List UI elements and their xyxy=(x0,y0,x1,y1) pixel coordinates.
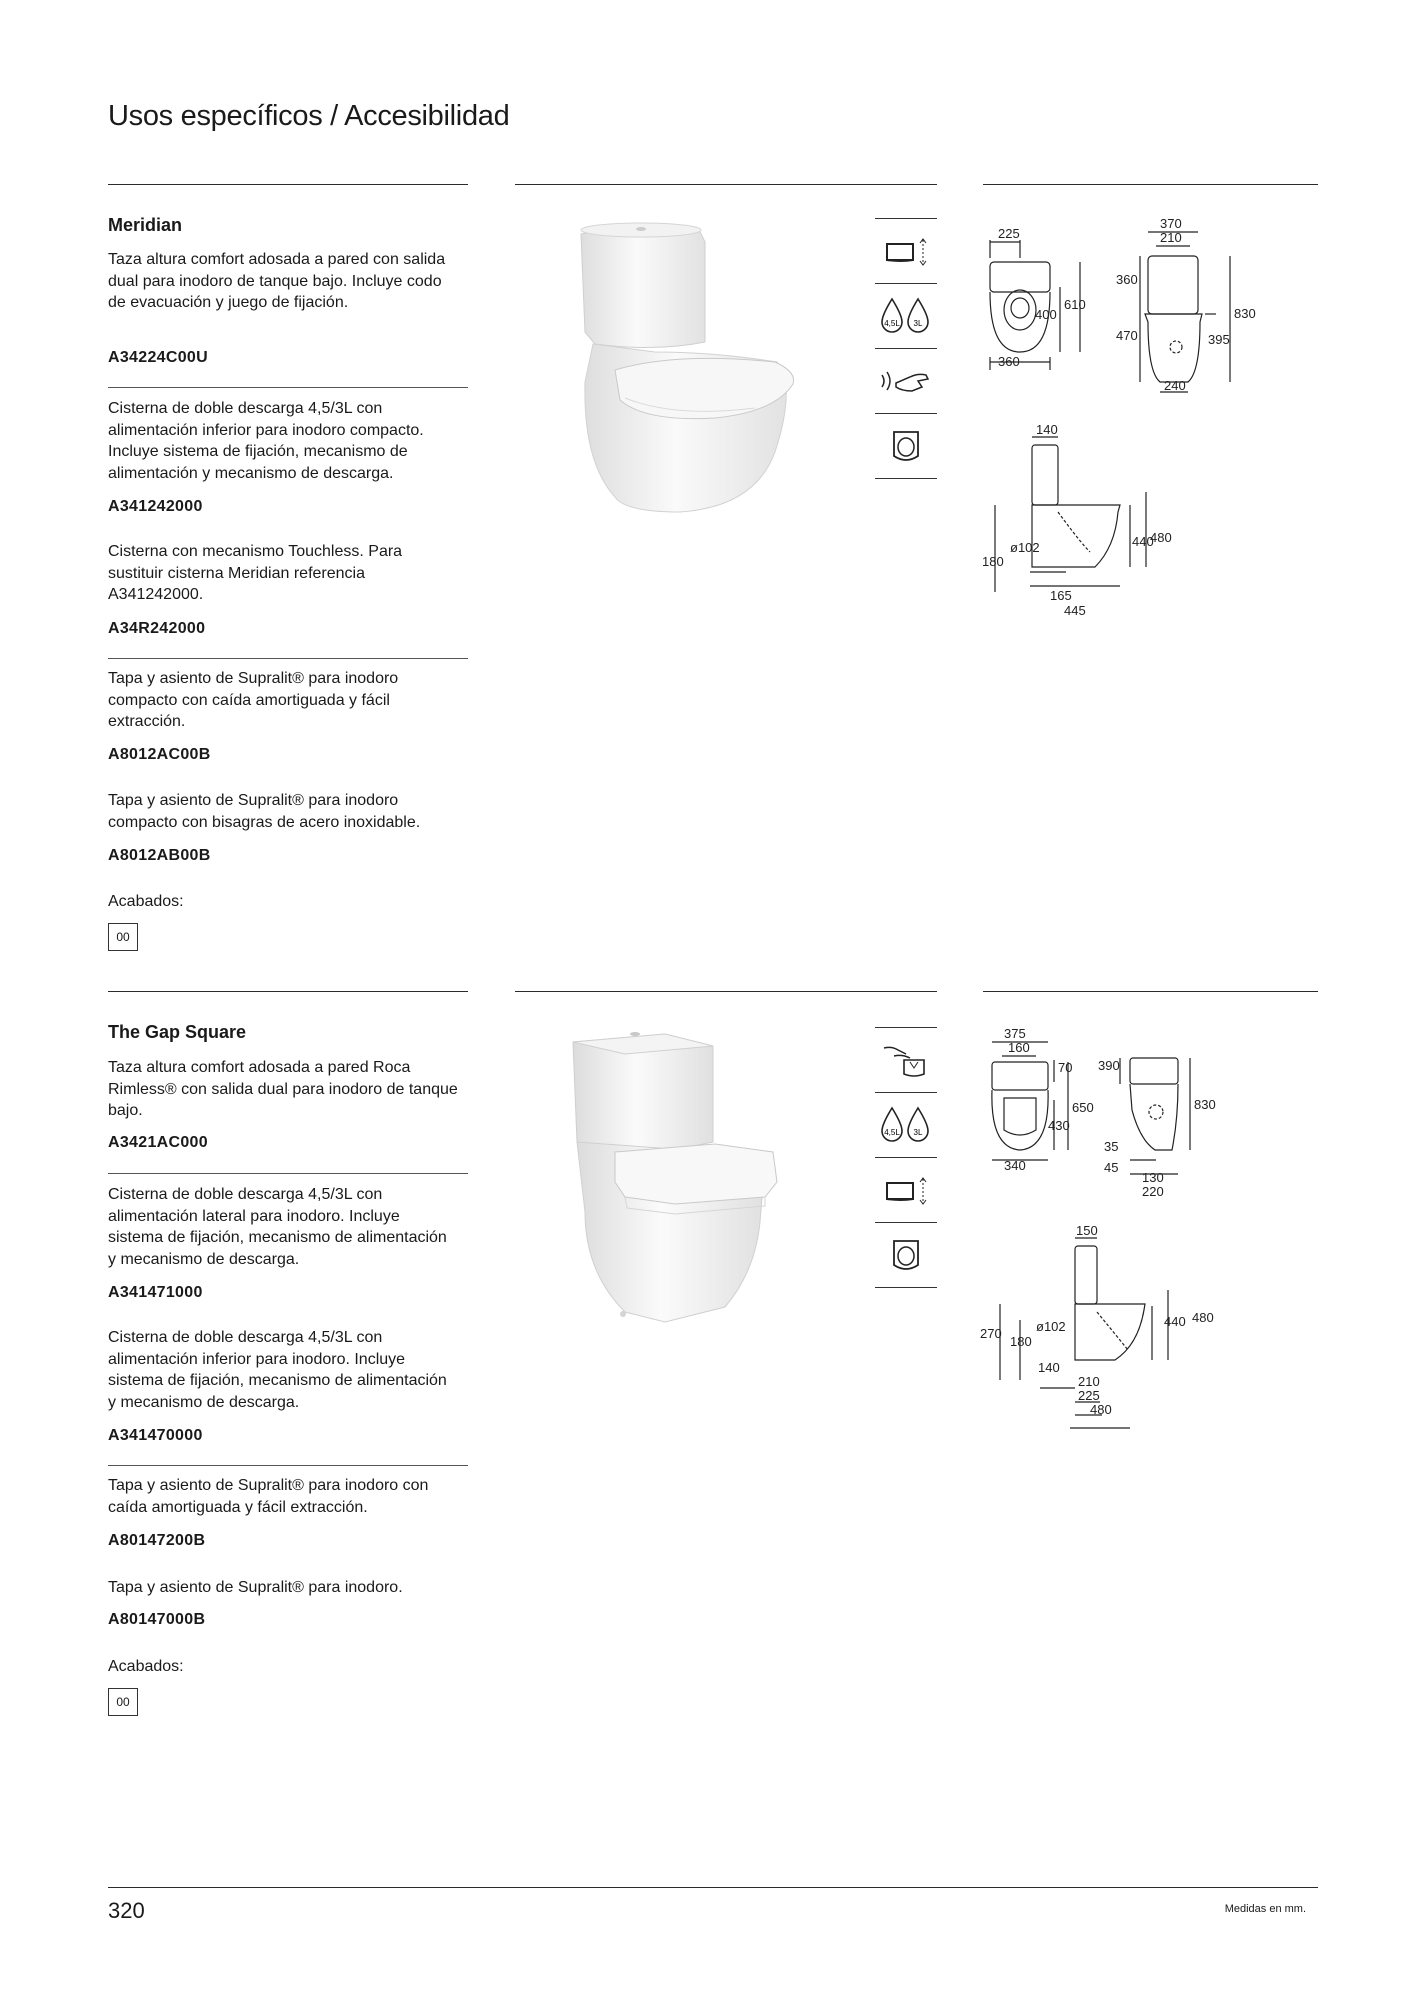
dimension-label: 480 xyxy=(1150,530,1172,545)
item-description: Cisterna de doble descarga 4,5/3L con alimentación inferior para inodoro. Incluye sistema de fijación, mecanismo de alimentación y mecanismo de descarga. xyxy=(108,1329,447,1411)
product-photo-the-gap-square xyxy=(515,1022,850,1362)
dimension-label: 160 xyxy=(1008,1040,1030,1055)
dimension-label: 400 xyxy=(1035,307,1057,322)
dimension-label: 440 xyxy=(1164,1314,1186,1329)
dimension-label: 180 xyxy=(1010,1334,1032,1349)
item-description: Tapa y asiento de Supralit® para inodoro compacto con bisagras de acero inoxidable. xyxy=(108,792,421,831)
item-code: A341470000 xyxy=(108,1427,203,1444)
measurement-note: Medidas en mm. xyxy=(1224,1903,1306,1915)
dimension-label: 370 xyxy=(1160,216,1182,231)
rimless-icon xyxy=(875,1028,937,1093)
dimension-label: 35 xyxy=(1104,1139,1119,1154)
dimension-label: 830 xyxy=(1234,306,1256,321)
dimension-label: 165 xyxy=(1050,588,1072,603)
dimension-label: 180 xyxy=(982,554,1004,569)
item-code: A341471000 xyxy=(108,1284,203,1301)
dimension-label: 45 xyxy=(1104,1160,1119,1175)
divider xyxy=(983,184,1318,185)
flush-label: 4,5L xyxy=(884,1128,900,1137)
product-name: The Gap Square xyxy=(108,1022,247,1042)
dimension-label: 470 xyxy=(1116,328,1138,343)
item-code: A341242000 xyxy=(108,498,203,515)
flush-label: 3L xyxy=(913,319,923,328)
dimension-label: 375 xyxy=(1004,1026,1026,1041)
feature-icons xyxy=(875,218,937,479)
divider xyxy=(108,658,468,659)
dimension-label: ø102 xyxy=(1010,540,1040,555)
item-description: Taza altura comfort adosada a pared con salida dual para inodoro de tanque bajo. Incluye codo de evacuación y juego de fijación. xyxy=(108,251,446,311)
dimension-label: 210 xyxy=(1078,1374,1100,1389)
technical-drawing-the-gap-square xyxy=(980,1020,1318,1440)
dimension-label: 140 xyxy=(1036,422,1058,437)
dimension-label: 210 xyxy=(1160,230,1182,245)
product-photo-meridian xyxy=(515,212,850,552)
item-description: Cisterna de doble descarga 4,5/3L con alimentación lateral para inodoro. Incluye sistema de fijación, mecanismo de alimentación y mecanismo de descarga. xyxy=(108,1186,447,1268)
dimension-label: 360 xyxy=(1116,272,1138,287)
footer-divider xyxy=(108,1887,1318,1888)
page-number: 320 xyxy=(108,1898,145,1923)
dimension-label: ø102 xyxy=(1036,1319,1066,1334)
flush-label: 4,5L xyxy=(884,319,900,328)
divider xyxy=(108,991,468,992)
finish-swatch[interactable]: 00 xyxy=(108,1688,138,1716)
finish-swatch[interactable]: 00 xyxy=(108,923,138,951)
dimension-label: 395 xyxy=(1208,332,1230,347)
dimension-label: 70 xyxy=(1058,1060,1073,1075)
soft-close-seat-icon xyxy=(875,414,937,479)
item-code: A8012AC00B xyxy=(108,746,211,763)
divider xyxy=(108,1173,468,1174)
dimension-label: 480 xyxy=(1090,1402,1112,1417)
dimension-label: 340 xyxy=(1004,1158,1026,1173)
divider xyxy=(515,991,937,992)
dimension-label: 430 xyxy=(1048,1118,1070,1133)
dual-flush-icon xyxy=(875,284,937,349)
dimension-label: 445 xyxy=(1064,603,1086,618)
item-code: A34R242000 xyxy=(108,620,206,637)
divider xyxy=(983,991,1318,992)
item-code: A34224C00U xyxy=(108,349,208,366)
dimension-label: 140 xyxy=(1038,1360,1060,1375)
product-name: Meridian xyxy=(108,215,183,235)
dimension-label: 440 xyxy=(1132,534,1154,549)
page-title: Usos específicos / Accesibilidad xyxy=(108,100,510,132)
technical-drawing-meridian xyxy=(980,212,1318,632)
dimension-label: 270 xyxy=(980,1326,1002,1341)
dimension-label: 150 xyxy=(1076,1223,1098,1238)
wall-hung-icon xyxy=(875,1158,937,1223)
flush-label: 3L xyxy=(913,1128,923,1137)
dimension-label: 130 xyxy=(1142,1170,1164,1185)
item-description: Tapa y asiento de Supralit® para inodoro. xyxy=(108,1579,403,1596)
divider xyxy=(108,387,468,388)
item-code: A8012AB00B xyxy=(108,847,211,864)
dimension-label: 240 xyxy=(1164,378,1186,393)
wall-hung-icon xyxy=(875,219,937,284)
dimension-label: 650 xyxy=(1072,1100,1094,1115)
dual-flush-icon xyxy=(875,1093,937,1158)
item-code: A80147200B xyxy=(108,1532,206,1549)
touchless-icon xyxy=(875,349,937,414)
divider xyxy=(108,1465,468,1466)
feature-icons xyxy=(875,1027,937,1288)
dimension-label: 360 xyxy=(998,354,1020,369)
item-description: Cisterna de doble descarga 4,5/3L con alimentación inferior para inodoro compacto. Incluye sistema de fijación, mecanismo de alimentación y mecanismo de descarga. xyxy=(108,400,424,482)
item-description: Cisterna con mecanismo Touchless. Para sustituir cisterna Meridian referencia A341242000. xyxy=(108,543,403,603)
item-description: Tapa y asiento de Supralit® para inodoro con caída amortiguada y fácil extracción. xyxy=(108,1477,429,1516)
dimension-label: 610 xyxy=(1064,297,1086,312)
dimension-label: 390 xyxy=(1098,1058,1120,1073)
dimension-label: 830 xyxy=(1194,1097,1216,1112)
soft-close-seat-icon xyxy=(875,1223,937,1288)
finishes-label: Acabados: xyxy=(108,893,184,910)
dimension-label: 225 xyxy=(1078,1388,1100,1403)
divider xyxy=(108,184,468,185)
dimension-label: 480 xyxy=(1192,1310,1214,1325)
divider xyxy=(515,184,937,185)
dimension-label: 220 xyxy=(1142,1184,1164,1199)
item-code: A3421AC000 xyxy=(108,1134,208,1151)
dimension-label: 225 xyxy=(998,226,1020,241)
item-description: Tapa y asiento de Supralit® para inodoro compacto con caída amortiguada y fácil extracción. xyxy=(108,670,399,730)
item-code: A80147000B xyxy=(108,1611,206,1628)
finishes-label: Acabados: xyxy=(108,1658,184,1675)
item-description: Taza altura comfort adosada a pared Roca Rimless® con salida dual para inodoro de tanque bajo. xyxy=(108,1059,458,1119)
